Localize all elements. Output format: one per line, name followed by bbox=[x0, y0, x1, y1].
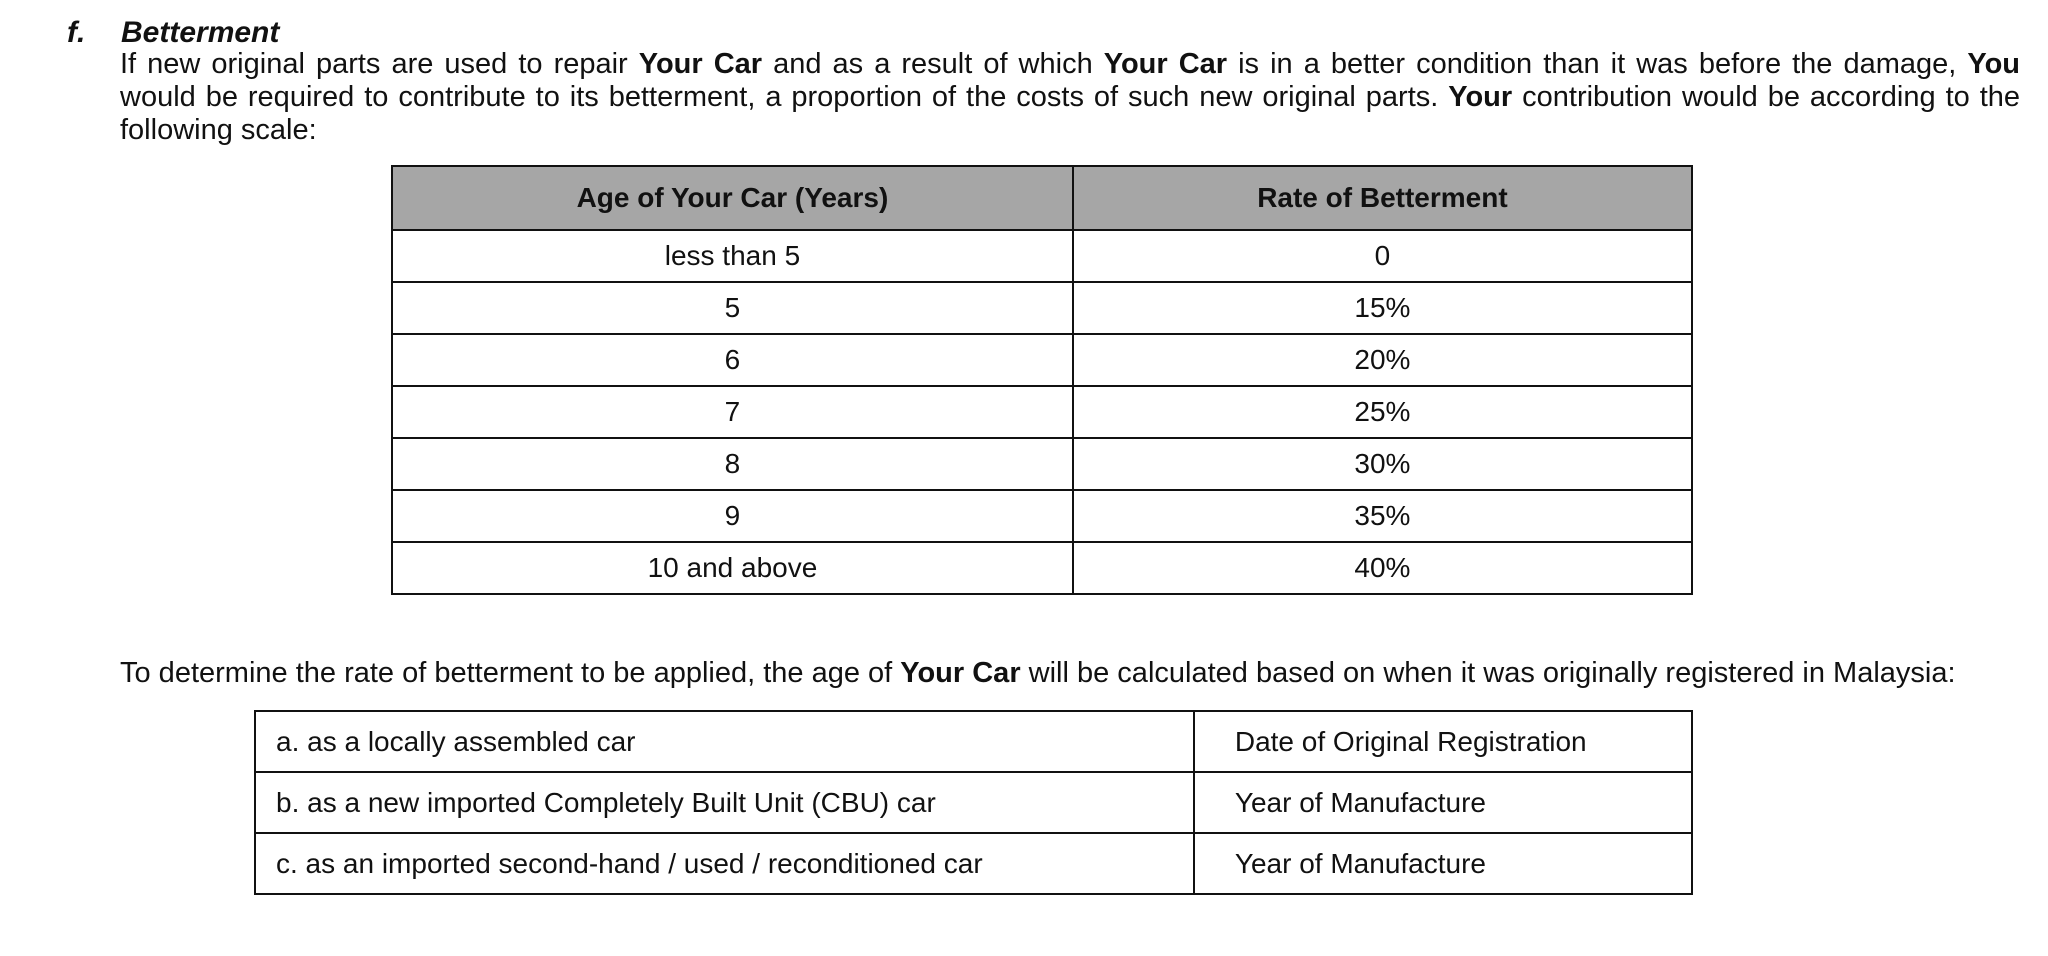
header-rate: Rate of Betterment bbox=[1073, 166, 1692, 230]
intro-line-1 bbox=[120, 48, 2020, 81]
table-row bbox=[392, 542, 1692, 594]
header-age: Age of Your Car (Years) bbox=[392, 166, 1073, 230]
section-title: Betterment bbox=[121, 16, 280, 49]
intro-emphasis: Your Car bbox=[638, 48, 763, 80]
intro-line-3: following scale: bbox=[120, 114, 317, 146]
intro-emphasis: Your Car bbox=[1103, 48, 1228, 80]
intro-paragraph bbox=[120, 48, 2020, 147]
intro-text: and as a result of which bbox=[762, 48, 1104, 80]
age-cell: 7 bbox=[392, 386, 1073, 438]
rate-cell: 15% bbox=[1073, 282, 1692, 334]
table-row bbox=[392, 490, 1692, 542]
car-type-cell: c. as an imported second-hand / used / reconditioned car bbox=[255, 833, 1194, 894]
age-cell: 9 bbox=[392, 490, 1073, 542]
intro-text: is in a better condition than it was before the damage, bbox=[1227, 48, 1968, 80]
table-header-row bbox=[392, 166, 1692, 230]
intro-text: If new original parts are used to repair bbox=[120, 48, 639, 80]
rate-cell: 35% bbox=[1073, 490, 1692, 542]
age-basis-cell: Date of Original Registration bbox=[1194, 711, 1692, 772]
rate-cell: 40% bbox=[1073, 542, 1692, 594]
registration-basis-table bbox=[254, 710, 1693, 895]
table-row bbox=[392, 282, 1692, 334]
table-row bbox=[392, 386, 1692, 438]
rate-cell: 0 bbox=[1073, 230, 1692, 282]
age-cell: less than 5 bbox=[392, 230, 1073, 282]
table-row bbox=[392, 438, 1692, 490]
table-row bbox=[255, 772, 1692, 833]
intro-text: would be required to contribute to its betterment, a proportion of the costs of such new original parts. bbox=[120, 81, 1449, 113]
age-note-emphasis: Your Car bbox=[900, 657, 1021, 689]
table-row bbox=[255, 711, 1692, 772]
rate-cell: 20% bbox=[1073, 334, 1692, 386]
car-type-cell: b. as a new imported Completely Built Unit (CBU) car bbox=[255, 772, 1194, 833]
car-type-cell: a. as a locally assembled car bbox=[255, 711, 1194, 772]
age-note-text: will be calculated based on when it was originally registered in Malaysia: bbox=[1020, 657, 1956, 689]
section-marker: f. bbox=[67, 16, 86, 49]
rate-cell: 25% bbox=[1073, 386, 1692, 438]
age-cell: 6 bbox=[392, 334, 1073, 386]
intro-text: contribution would be according to the bbox=[1512, 81, 2021, 113]
table-row bbox=[392, 230, 1692, 282]
intro-emphasis: Your bbox=[1448, 81, 1513, 113]
age-basis-cell: Year of Manufacture bbox=[1194, 772, 1692, 833]
age-cell: 10 and above bbox=[392, 542, 1073, 594]
intro-line-2 bbox=[120, 81, 2020, 114]
rate-cell: 30% bbox=[1073, 438, 1692, 490]
age-note-text: To determine the rate of betterment to be applied, the age of bbox=[120, 657, 901, 689]
table-row bbox=[255, 833, 1692, 894]
age-cell: 8 bbox=[392, 438, 1073, 490]
age-note-paragraph bbox=[120, 656, 1956, 690]
section-heading bbox=[67, 16, 279, 50]
age-basis-cell: Year of Manufacture bbox=[1194, 833, 1692, 894]
intro-emphasis: You bbox=[1967, 48, 2020, 80]
age-cell: 5 bbox=[392, 282, 1073, 334]
betterment-rate-table bbox=[391, 165, 1693, 595]
table-row bbox=[392, 334, 1692, 386]
